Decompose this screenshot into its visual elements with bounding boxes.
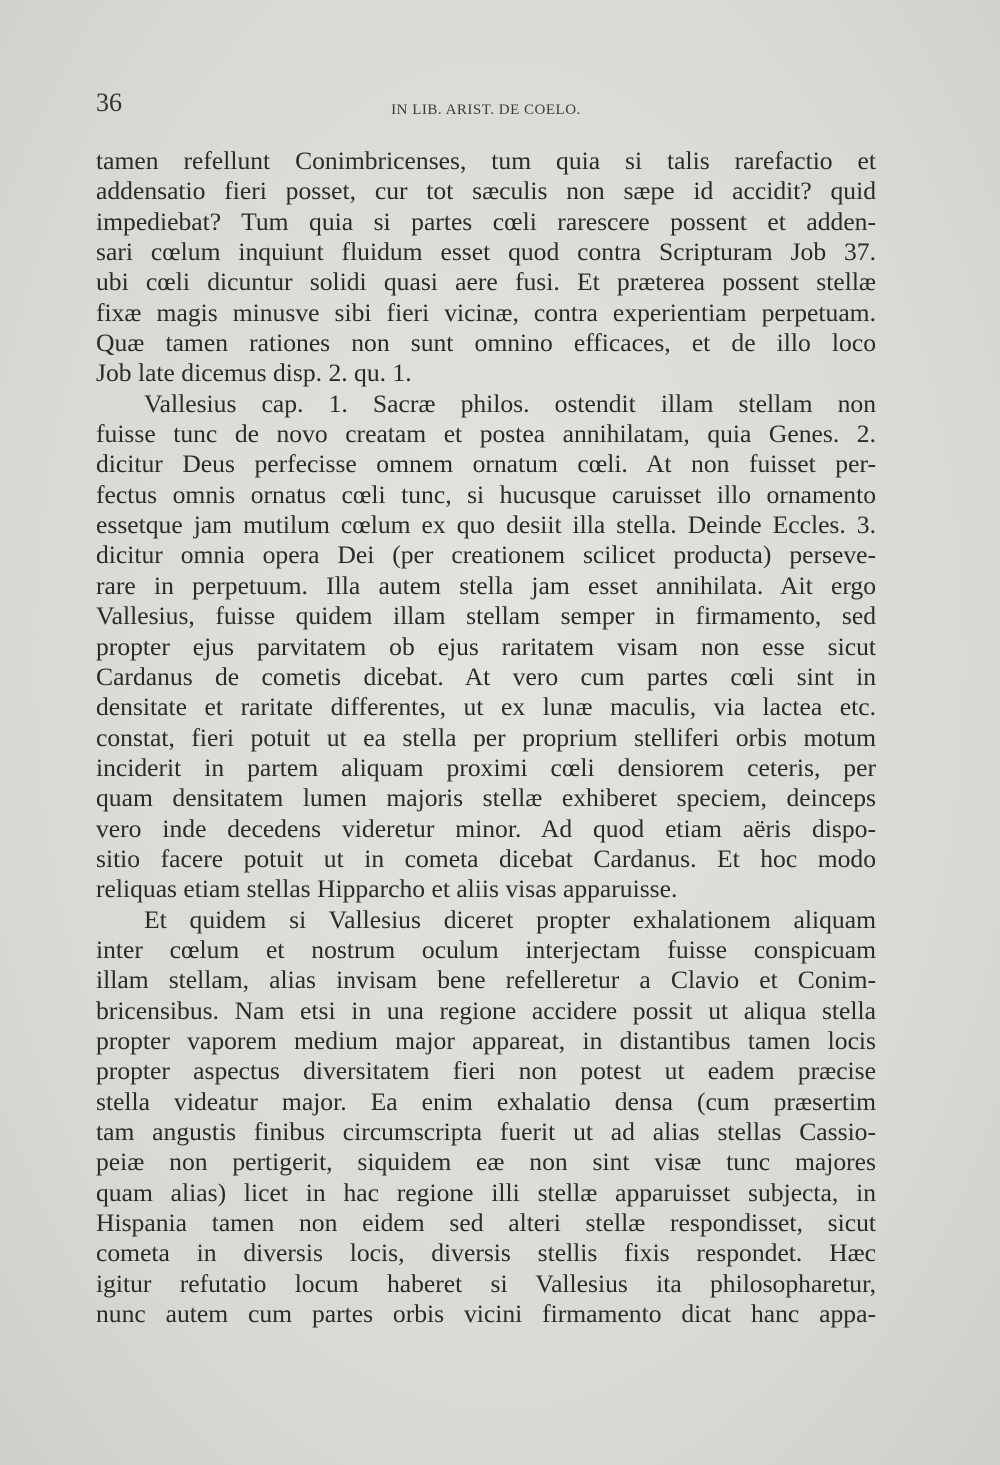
text-line: ubi cœli dicuntur solidi quasi aere fusi. Et præterea possent stellæ xyxy=(96,267,876,297)
text-line: dicitur omnia opera Dei (per creationem scilicet producta) perseve- xyxy=(96,540,876,570)
text-line: propter aspectus diversitatem fieri non potest ut eadem præcise xyxy=(96,1056,876,1086)
text-line: Quæ tamen rationes non sunt omnino efficaces, et de illo loco xyxy=(96,328,876,358)
text-line: densitate et raritate differentes, ut ex lunæ maculis, via lactea etc. xyxy=(96,692,876,722)
text-line: stella videatur major. Ea enim exhalatio densa (cum præsertim xyxy=(96,1086,876,1116)
text-line: bricensibus. Nam etsi in una regione accidere possit ut aliqua stella xyxy=(96,995,876,1025)
text-line: tam angustis finibus circumscripta fuerit ut ad alias stellas Cassio- xyxy=(96,1117,876,1146)
text-line: sari cœlum inquiunt fluidum esset quod contra Scripturam Job 37. xyxy=(96,237,876,267)
text-line: sitio facere potuit ut in cometa dicebat Cardanus. Et hoc modo xyxy=(96,843,876,873)
text-line: Hispania tamen non eidem sed alteri stellæ respondisset, sicut xyxy=(96,1208,876,1238)
text-line: Vallesius, fuisse quidem illam stellam semper in firmamento, sed xyxy=(96,601,876,631)
text-line: Cardanus de cometis dicebat. At vero cum partes cœli sint in xyxy=(96,661,876,691)
text-line: nunc autem cum partes orbis vicini firmamento dicat hanc appa- xyxy=(96,1299,876,1329)
text-line: impediebat? Tum quia si partes cœli rarescere possent et adden- xyxy=(96,206,876,236)
text-line: fectus omnis ornatus cœli tunc, si hucusque caruisset illo ornamento xyxy=(96,479,876,509)
text-line: addensatio fieri posset, cur tot sæculis non sæpe id accidit? quid xyxy=(96,176,876,206)
text-line: rare in perpetuum. Illa autem stella jam esset annihilata. Ait ergo xyxy=(96,570,876,600)
text-line: propter ejus parvitatem ob ejus raritatem visam non esse sicut xyxy=(96,631,876,661)
text-line: constat, fieri potuit ut ea stella per proprium stelliferi orbis motum xyxy=(96,722,876,752)
text-line: cometa in diversis locis, diversis stellis fixis respondet. Hæc xyxy=(96,1238,876,1268)
text-line: igitur refutatio locum haberet si Vallesius ita philosopharetur, xyxy=(96,1268,876,1298)
text-line: fixæ magis minusve sibi fieri vicinæ, contra experientiam perpetuam. xyxy=(96,297,876,327)
text-line: vero inde decedens videretur minor. Ad quod etiam aëris dispo- xyxy=(96,813,876,843)
page-header xyxy=(96,88,876,128)
text-line: illam stellam, alias invisam bene refelleretur a Clavio et Conim- xyxy=(96,965,876,995)
text-line: peiæ non pertigerit, siquidem eæ non sint visæ tunc majores xyxy=(96,1147,876,1177)
text-line: dicitur Deus perfecisse omnem ornatum cœli. At non fuisset per- xyxy=(96,449,876,479)
text-line: inter cœlum et nostrum oculum interjectam fuisse conspicuam xyxy=(96,934,876,964)
text-line: quam densitatem lumen majoris stellæ exhiberet speciem, deinceps xyxy=(96,783,876,813)
text-line: reliquas etiam stellas Hipparcho et aliis visas apparuisse. xyxy=(96,874,678,904)
text-line: tamen refellunt Conimbricenses, tum quia si talis rarefactio et xyxy=(96,146,876,175)
text-line: propter vaporem medium major appareat, in distantibus tamen locis xyxy=(96,1025,876,1055)
text-line: Et quidem si Vallesius diceret propter exhalationem aliquam xyxy=(144,904,876,934)
text-line: Vallesius cap. 1. Sacræ philos. ostendit illam stellam non xyxy=(144,388,876,418)
page-number: 36 xyxy=(96,88,122,117)
text-line: quam alias) licet in hac regione illi stellæ apparuisset subjecta, in xyxy=(96,1177,876,1207)
text-line: fuisse tunc de novo creatam et postea annihilatam, quia Genes. 2. xyxy=(96,419,876,449)
body-text xyxy=(96,146,876,1329)
running-head: IN LIB. ARIST. DE COELO. xyxy=(391,102,581,118)
text-line: Job late dicemus disp. 2. qu. 1. xyxy=(96,358,412,388)
text-line: essetque jam mutilum cœlum ex quo desiit illa stella. Deinde Eccles. 3. xyxy=(96,510,876,540)
text-line: inciderit in partem aliquam proximi cœli densiorem ceteris, per xyxy=(96,752,876,782)
